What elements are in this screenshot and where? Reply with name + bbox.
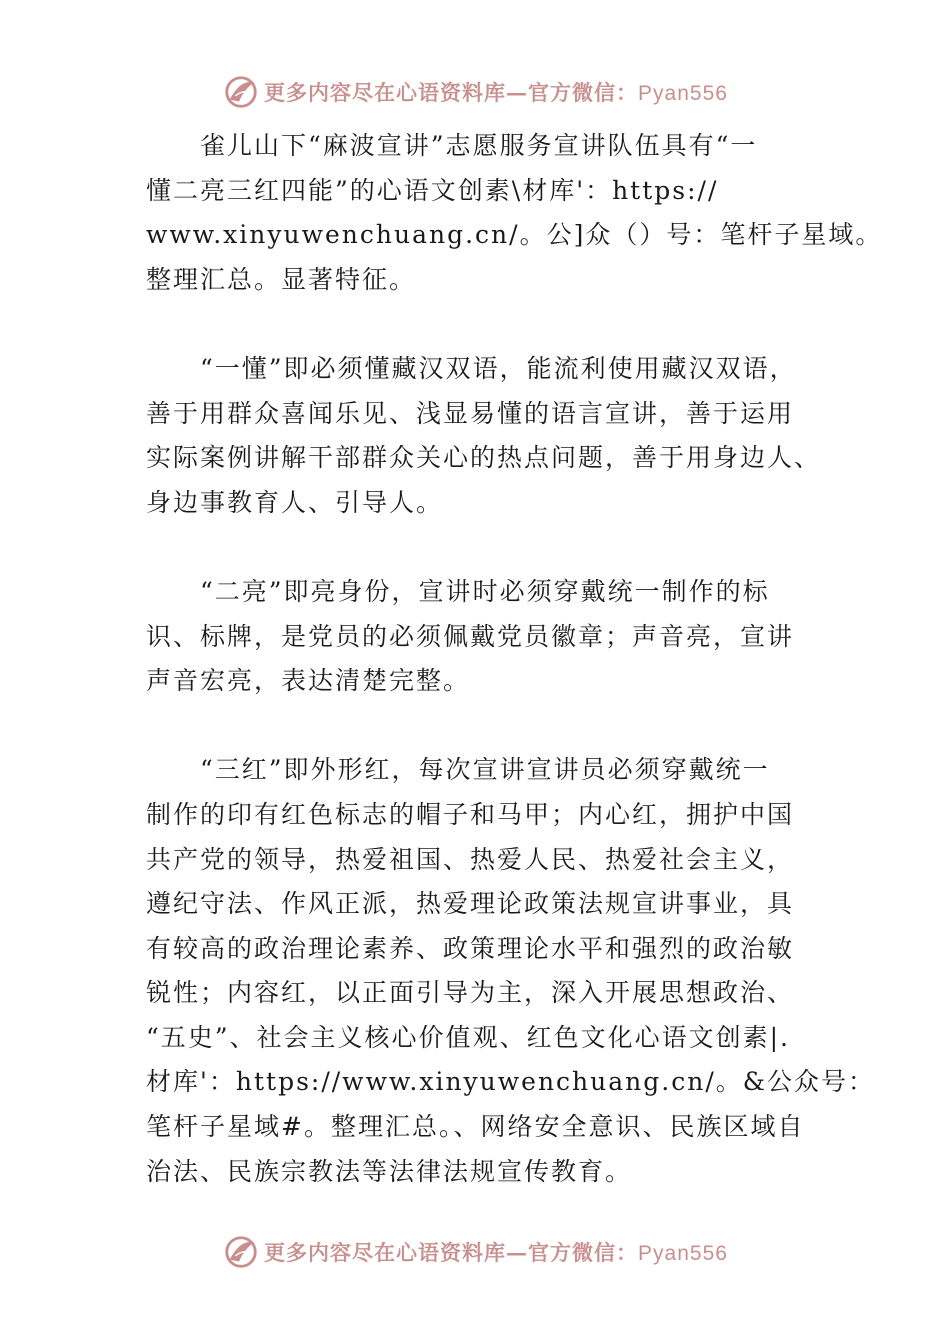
text-line: “五史”、社会主义核心价值观、红色文化心语文创素|. <box>146 1022 790 1052</box>
text-line: 锐性；内容红，以正面引导为主，深入开展思想政治、 <box>146 978 795 1008</box>
text-line: 身边事教育人、引导人。 <box>146 487 444 517</box>
paragraph <box>146 347 826 525</box>
text-line: 有较高的政治理论素养、政策理论水平和强烈的政治敏 <box>146 933 795 963</box>
text-line: 遵纪守法、作风正派，热爱理论政策法规宣讲事业，具 <box>146 889 795 919</box>
text-line: 识、标牌，是党员的必须佩戴党员徽章；声音亮，宣讲 <box>146 621 795 651</box>
text-line: 材库'：https://www.xinyuwenchuang.cn/。&公众号： <box>146 1067 875 1097</box>
text-line: www.xinyuwenchuang.cn/。公]众（）号：笔杆子星域。 <box>146 220 883 250</box>
paragraph <box>146 570 826 704</box>
text-line: 治法、民族宗教法等法律法规宣传教育。 <box>146 1156 633 1186</box>
text-line: 整理汇总。显著特征。 <box>146 264 417 294</box>
document-body <box>146 124 883 1194</box>
watermark-logo-icon <box>222 73 260 111</box>
paragraph <box>146 124 883 302</box>
header-watermark <box>0 72 950 112</box>
text-line: 雀儿山下“麻波宣讲”志愿服务宣讲队伍具有“一 <box>146 131 758 160</box>
watermark-text: 更多内容尽在心语资料库—官方微信：Pyan556 <box>264 80 728 105</box>
footer-watermark <box>0 1232 950 1272</box>
text-line: 实际案例讲解干部群众关心的热点问题，善于用身边人、 <box>146 443 822 473</box>
text-line: “一懂”即必须懂藏汉双语，能流利使用藏汉双语， <box>146 353 797 383</box>
watermark-text: 更多内容尽在心语资料库—官方微信：Pyan556 <box>264 1240 728 1265</box>
watermark-logo-icon <box>222 1233 260 1271</box>
paragraph <box>146 748 875 1194</box>
text-line: 懂二亮三红四能”的心语文创素\材库'：https:// <box>146 175 719 205</box>
text-line: 笔杆子星域#。整理汇总。、网络安全意识、民族区域自 <box>146 1112 805 1142</box>
text-line: 制作的印有红色标志的帽子和马甲；内心红，拥护中国 <box>146 799 795 829</box>
text-line: 共产党的领导，热爱祖国、热爱人民、热爱社会主义， <box>146 844 795 874</box>
text-line: 声音宏亮，表达清楚完整。 <box>146 666 471 696</box>
text-line: “二亮”即亮身份，宣讲时必须穿戴统一制作的标 <box>146 576 770 606</box>
text-line: “三红”即外形红，每次宣讲宣讲员必须穿戴统一 <box>146 755 770 785</box>
text-line: 善于用群众喜闻乐见、浅显易懂的语言宣讲，善于运用 <box>146 398 795 428</box>
